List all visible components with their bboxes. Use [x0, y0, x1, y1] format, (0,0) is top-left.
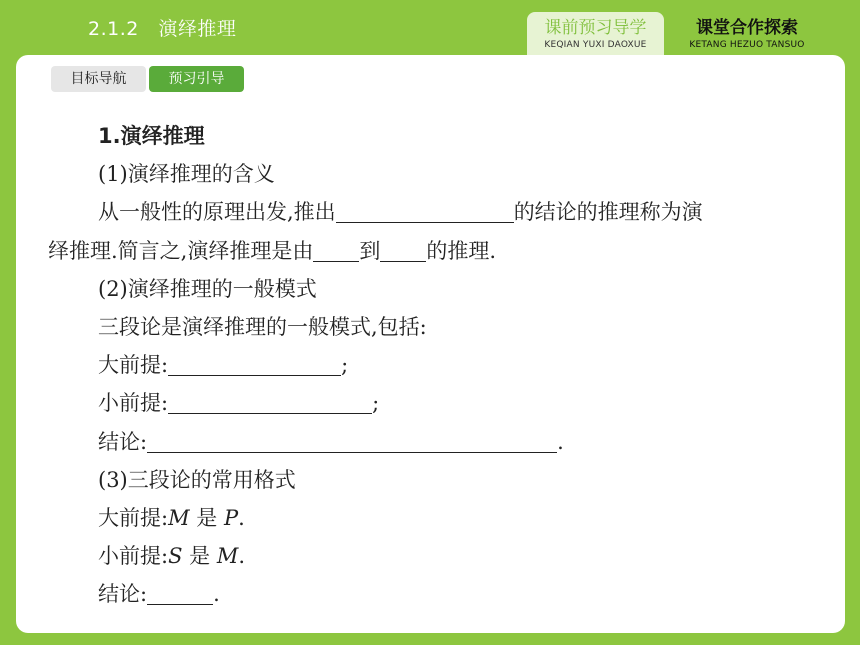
definition-line-1: 从一般性的原理出发,推出 的结论的推理称为演: [98, 200, 703, 225]
subtab-goal-nav[interactable]: 目标导航: [51, 66, 146, 92]
slide-title: 2.1.2 演绎推理: [88, 18, 237, 40]
subsection-meaning-title: (1)演绎推理的含义: [98, 162, 275, 187]
fill-blank[interactable]: [168, 389, 372, 414]
fill-blank[interactable]: [313, 237, 359, 262]
tab-class-explore-label: 课堂合作探索: [696, 18, 798, 38]
fill-blank[interactable]: [336, 198, 514, 223]
definition-line-2: 绎推理.简言之,演绎推理是由 到 的推理.: [48, 238, 497, 263]
format-minor-premise: 小前提:S 是 M.: [98, 544, 246, 569]
fill-blank[interactable]: [147, 428, 557, 453]
tab-class-explore[interactable]: [676, 12, 818, 56]
tab-preview-guide-sublabel: KEQIAN YUXI DAOXUE: [544, 40, 647, 50]
fill-blank[interactable]: [147, 580, 213, 605]
tab-preview-guide[interactable]: [527, 12, 664, 56]
format-conclusion: 结论: .: [98, 582, 220, 607]
syllogism-intro: 三段论是演绎推理的一般模式,包括:: [98, 315, 427, 340]
major-premise-line: 大前提: ;: [98, 353, 349, 378]
fill-blank[interactable]: [168, 351, 341, 376]
subsection-pattern-title: (2)演绎推理的一般模式: [98, 276, 317, 301]
format-major-premise: 大前提:M 是 P.: [98, 506, 245, 531]
lesson-content: [48, 117, 818, 614]
subsection-format-title: (3)三段论的常用格式: [98, 467, 296, 492]
content-card: [16, 55, 845, 633]
section-heading: 1.演绎推理: [98, 124, 205, 148]
minor-premise-line: 小前提: ;: [98, 391, 380, 416]
conclusion-line: 结论: .: [98, 429, 564, 454]
tab-class-explore-sublabel: KETANG HEZUO TANSUO: [689, 40, 805, 50]
tab-preview-guide-label: 课前预习导学: [544, 18, 647, 38]
subtab-preview-guide[interactable]: 预习引导: [149, 66, 244, 92]
fill-blank[interactable]: [380, 237, 426, 262]
